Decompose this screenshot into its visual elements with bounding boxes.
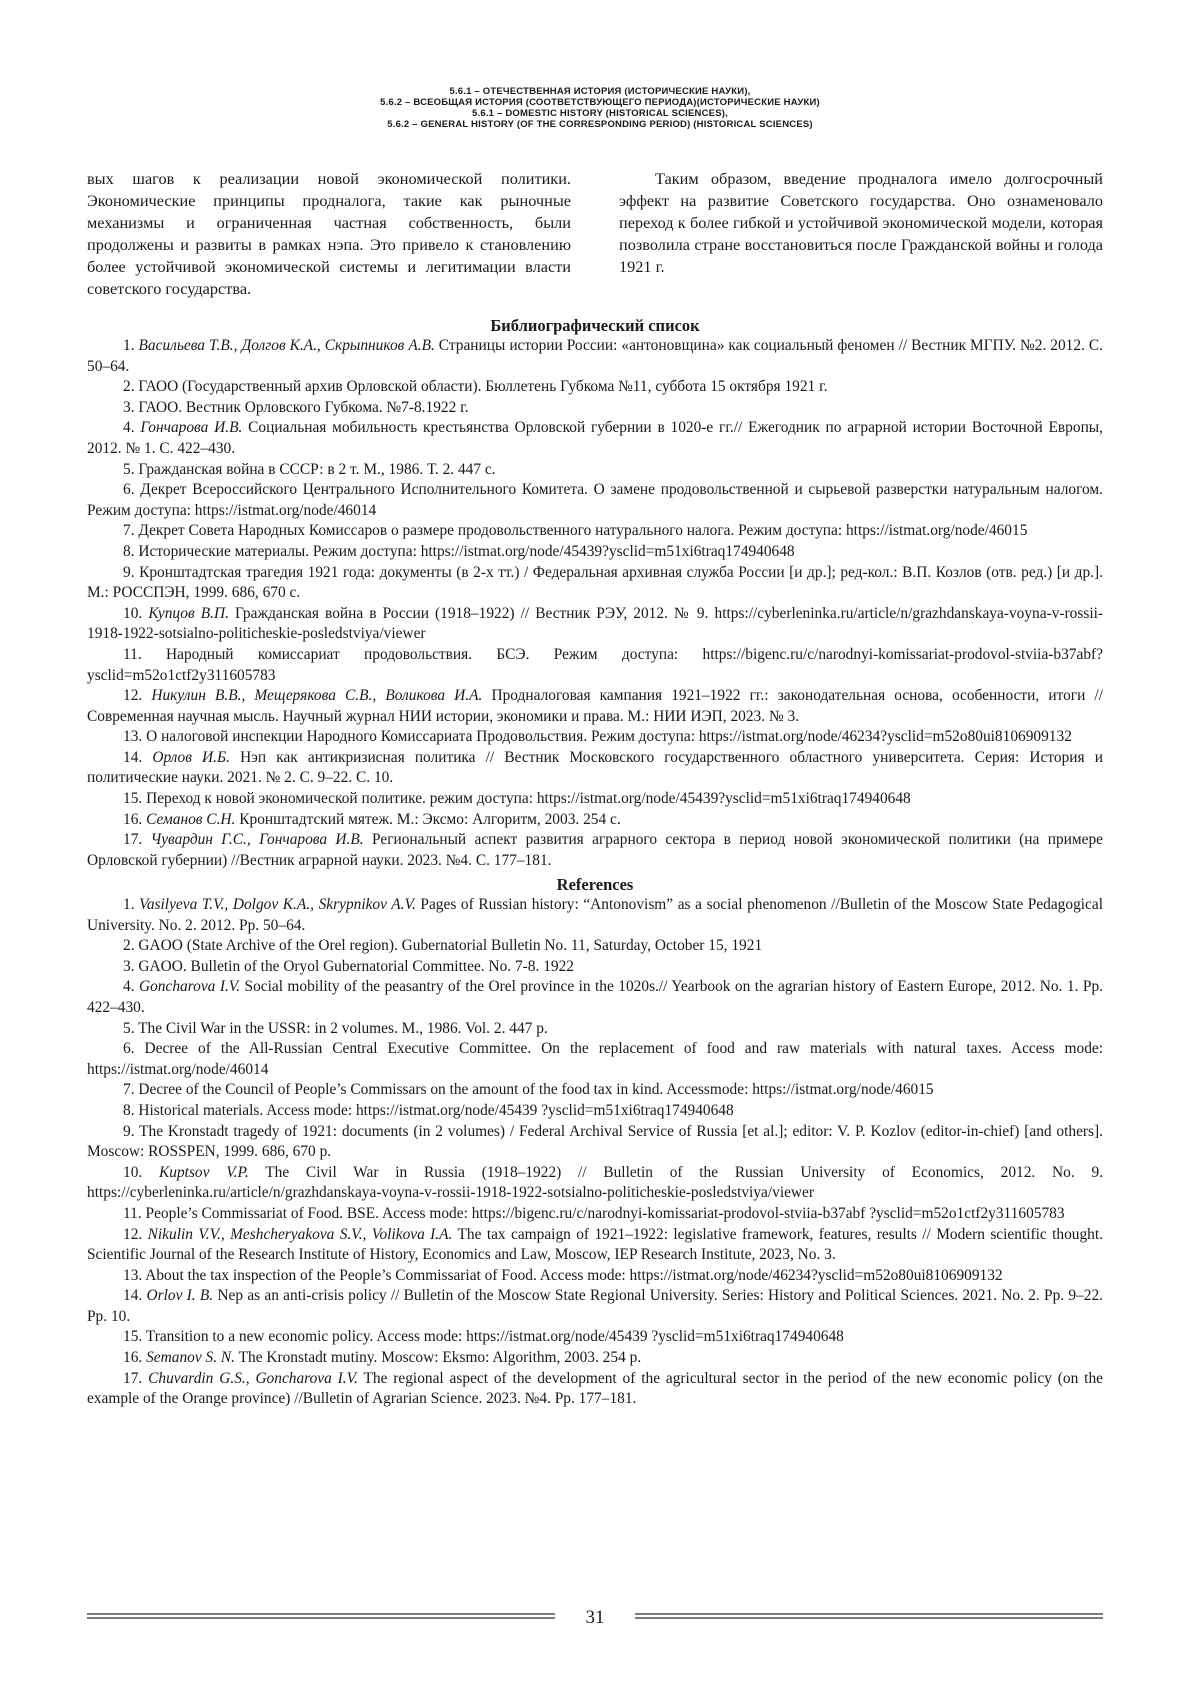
reference-text: The Civil War in Russia (1918–1922) // Bulletin of the Russian University of Economics, 2012. No. 9. https://cyberleninka.ru/article/n/grazhdanskaya-voyna-v-rossii-1918-1922-sotsialno-politicheskie-posledstviya/viewer xyxy=(87,1163,1103,1202)
reference-text: Региональный аспект развития аграрного сектора в период новой экономической политики (на примере Орловской губернии) //Вестник аграрной науки. 2023. №4. С. 177–181. xyxy=(87,831,1103,869)
reference-number: 5. xyxy=(123,460,135,478)
reference-author: Semanov S. N. xyxy=(146,1349,236,1367)
references-title: References xyxy=(556,875,634,894)
reference-number: 7. xyxy=(123,1081,135,1099)
reference-item xyxy=(87,977,1103,1018)
reference-text: Nep as an anti-crisis policy // Bulletin of the Moscow State Regional University. Series: History and Political Sciences. 2021. No. 2. Pp. 9–22. Pp. 10. xyxy=(87,1287,1103,1325)
reference-item xyxy=(87,830,1103,871)
reference-text: Социальная мобильность крестьянства Орловской губернии в 1020-е гг.// Ежегодник по аграрной истории Восточной Европы, 2012. № 1. С. 422–430. xyxy=(87,419,1103,457)
reference-text: Social mobility of the peasantry of the Orel province in the 1020s.// Yearbook on the agrarian history of Eastern Europe, 2012. No. 1. Pp. 422–430. xyxy=(87,978,1103,1016)
reference-item xyxy=(87,645,1103,686)
reference-item xyxy=(87,563,1103,604)
right-column xyxy=(619,168,1103,300)
reference-number: 3. xyxy=(123,957,135,975)
footer-rule-right xyxy=(635,1613,1103,1621)
reference-number: 11. xyxy=(123,1204,142,1222)
header-line: 5.6.2 – GENERAL HISTORY (OF THE CORRESPONDING PERIOD) (HISTORICAL SCIENCES) xyxy=(387,119,813,130)
reference-item xyxy=(87,1327,1103,1348)
reference-item xyxy=(87,1369,1103,1410)
reference-author: Kuptsov V.P. xyxy=(159,1163,249,1181)
reference-text: Исторические материалы. Режим доступа: https://istmat.org/node/45439?ysclid=m51xi6traq174940648 xyxy=(138,542,795,560)
left-column xyxy=(87,168,571,300)
reference-number: 8. xyxy=(123,1101,135,1119)
bibliography-list xyxy=(87,336,1103,871)
reference-number: 8. xyxy=(123,542,135,560)
reference-number: 15. xyxy=(123,1328,143,1346)
reference-author: Orlov I. B. xyxy=(146,1287,214,1305)
header-line: 5.6.1 – ОТЕЧЕСТВЕННАЯ ИСТОРИЯ (ИСТОРИЧЕСКИЕ НАУКИ), xyxy=(449,86,751,97)
reference-item xyxy=(87,1122,1103,1163)
reference-number: 1. xyxy=(123,337,135,354)
reference-text: The Kronstadt mutiny. Moscow: Eksmo: Algorithm, 2003. 254 p. xyxy=(235,1349,642,1367)
reference-item xyxy=(87,1266,1103,1287)
reference-item xyxy=(87,957,1103,978)
reference-author: Chuvardin G.S., Goncharova I.V. xyxy=(148,1369,358,1387)
reference-number: 12. xyxy=(123,1225,143,1243)
reference-item xyxy=(87,542,1103,563)
reference-number: 5. xyxy=(123,1019,135,1037)
reference-item xyxy=(87,521,1103,542)
reference-text: GAOO (State Archive of the Orel region). Gubernatorial Bulletin No. 11, Saturday, October 15, 1921 xyxy=(138,937,763,955)
reference-number: 2. xyxy=(123,937,135,955)
reference-number: 9. xyxy=(123,1122,135,1140)
reference-number: 14. xyxy=(123,748,143,766)
reference-number: 4. xyxy=(123,978,135,996)
reference-item xyxy=(87,1039,1103,1080)
reference-text: Нэп как антикризисная политика // Вестник Московского государственного областного университета. Серия: История и политические науки. 2021. № 2. С. 9–22. С. 10. xyxy=(87,748,1103,787)
reference-text: GAOO. Bulletin of the Oryol Gubernatorial Committee. No. 7-8. 1922 xyxy=(138,957,574,975)
reference-item xyxy=(87,789,1103,810)
reference-number: 16. xyxy=(123,810,143,828)
reference-item xyxy=(87,336,1103,377)
reference-text: About the tax inspection of the People’s Commissariat of Food. Access mode: https://istmat.org/node/46234?ysclid=m52o80ui8106909132 xyxy=(145,1266,1003,1284)
reference-author: Семанов С.Н. xyxy=(146,810,236,828)
reference-text: Гражданская война в СССР: в 2 т. М., 1986. Т. 2. 447 с. xyxy=(138,460,496,478)
reference-text: ГАОО. Вестник Орловского Губкома. №7-8.1922 г. xyxy=(138,398,469,416)
references-list xyxy=(87,895,1103,1410)
reference-item xyxy=(87,604,1103,645)
reference-number: 4. xyxy=(123,419,135,437)
body-columns xyxy=(87,168,1103,300)
reference-item xyxy=(87,1019,1103,1040)
reference-text: Декрет Совета Народных Комиссаров о размере продовольственного натурального налога. Режим доступа: https://istmat.org/node/46015 xyxy=(138,522,1028,540)
reference-number: 12. xyxy=(123,687,143,705)
reference-text: Переход к новой экономической политике. режим доступа: https://istmat.org/node/45439?ysclid=m51xi6traq174940648 xyxy=(146,790,911,808)
reference-text: ГАОО (Государственный архив Орловской области). Бюллетень Губкома №11, суббота 15 октября 1921 г. xyxy=(138,378,828,396)
reference-item xyxy=(87,460,1103,481)
reference-number: 6. xyxy=(123,481,135,499)
reference-number: 3. xyxy=(123,398,135,416)
reference-item xyxy=(87,895,1103,936)
reference-text: Historical materials. Access mode: https://istmat.org/node/45439 ?ysclid=m51xi6traq174940648 xyxy=(138,1101,734,1119)
reference-text: The tax campaign of 1921–1922: legislative framework, features, results // Modern scientific thought. Scientific Journal of the Research Institute of History, Economics and Law, Moscow, IEP Research Institute, 2023, No. 3. xyxy=(87,1225,1103,1264)
reference-author: Никулин В.В., Мещерякова С.В., Воликова И.А. xyxy=(151,687,483,705)
reference-number: 11. xyxy=(123,645,142,663)
reference-author: Купцов В.П. xyxy=(148,604,229,622)
header-line: 5.6.2 – ВСЕОБЩАЯ ИСТОРИЯ (СООТВЕТСТВУЮЩЕГО ПЕРИОДА)(ИСТОРИЧЕСКИЕ НАУКИ) xyxy=(380,97,820,108)
reference-item xyxy=(87,480,1103,521)
reference-item xyxy=(87,727,1103,748)
page-number: 31 xyxy=(585,1607,605,1628)
reference-text: Transition to a new economic policy. Access mode: https://istmat.org/node/45439 ?ysclid=m51xi6traq174940648 xyxy=(145,1328,844,1346)
reference-number: 10. xyxy=(123,1163,143,1181)
reference-number: 15. xyxy=(123,790,143,808)
reference-text: Декрет Всероссийского Центрального Исполнительного Комитета. О замене продовольственной и сырьевой разверстки натуральным налогом. Режим доступа: https://istmat.org/node/46014 xyxy=(87,481,1103,519)
reference-item xyxy=(87,810,1103,831)
reference-text: The Civil War in the USSR: in 2 volumes. M., 1986. Vol. 2. 447 p. xyxy=(138,1019,548,1037)
reference-item xyxy=(87,377,1103,398)
reference-author: Орлов И.Б. xyxy=(152,748,230,766)
reference-item xyxy=(87,686,1103,727)
reference-number: 17. xyxy=(123,1369,143,1387)
reference-number: 13. xyxy=(123,1266,143,1284)
reference-item xyxy=(87,1080,1103,1101)
reference-number: 1. xyxy=(123,896,135,913)
reference-item xyxy=(87,1163,1103,1204)
reference-text: Кронштадтский мятеж. М.: Эксмо: Алгоритм, 2003. 254 с. xyxy=(235,810,621,828)
reference-text: Decree of the All-Russian Central Executive Committee. On the replacement of food and raw materials with natural taxes. Access mode: https://istmat.org/node/46014 xyxy=(87,1040,1103,1078)
reference-text: Гражданская война в России (1918–1922) // Вестник РЭУ, 2012. № 9. https://cyberleninka.ru/article/n/grazhdanskaya-voyna-v-rossii-1918-1922-sotsialno-politicheskie-posledstviya/viewer xyxy=(87,604,1103,643)
reference-number: 9. xyxy=(123,563,135,581)
reference-author: Васильева Т.В., Долгов К.А., Скрыпников А.В. xyxy=(138,337,435,354)
reference-author: Чувардин Г.С., Гончарова И.В. xyxy=(150,831,364,849)
reference-text: Pages of Russian history: “Antonovism” as a social phenomenon //Bulletin of the Moscow State Pedagogical University. No. 2. 2012. Pp. 50–64. xyxy=(87,896,1103,934)
reference-text: The Kronstadt tragedy of 1921: documents (in 2 volumes) / Federal Archival Service of Russia [et al.]; editor: V. P. Kozlov (editor-in-chief) [and others]. Moscow: ROSSPEN, 1999. 686, 670 p. xyxy=(87,1122,1103,1161)
reference-item xyxy=(87,1225,1103,1266)
reference-item xyxy=(87,748,1103,789)
left-paragraph: вых шагов к реализации новой экономической политики. Экономические принципы продналога, такие как рыночные механизмы и ограниченная частная собственность, были продолжены и развиты в рамках нэпа. Это привело к становлению более устойчивой экономической системы и легитимации власти советского государства. xyxy=(87,169,571,298)
reference-author: Гончарова И.В. xyxy=(140,419,243,437)
reference-author: Vasilyeva T.V., Dolgov K.A., Skrypnikov A.V. xyxy=(139,896,416,913)
reference-item xyxy=(87,1286,1103,1327)
reference-item xyxy=(87,1101,1103,1122)
reference-author: Nikulin V.V., Meshcheryakova S.V., Volikova I.A. xyxy=(147,1225,453,1243)
running-header xyxy=(0,86,1200,130)
reference-text: The regional aspect of the development of the agricultural sector in the period of the new economic policy (on the example of the Orange province) //Bulletin of Agrarian Science. 2023. №4. Pp. 177–181. xyxy=(87,1369,1103,1408)
reference-text: Страницы истории России: «антоновщина» как социальный феномен // Вестник МГПУ. №2. 2012. С. 50–64. xyxy=(87,337,1103,375)
reference-item xyxy=(87,398,1103,419)
reference-item xyxy=(87,936,1103,957)
reference-item xyxy=(87,1204,1103,1225)
reference-text: Кронштадтская трагедия 1921 года: документы (в 2-х тт.) / Федеральная архивная служба России [и др.]; ред-кол.: В.П. Козлов (отв. ред.) [и др.]. М.: РОССПЭН, 1999. 686, 670 с. xyxy=(87,563,1103,602)
header-line: 5.6.1 – DOMESTIC HISTORY (HISTORICAL SCIENCES), xyxy=(472,108,728,119)
reference-text: Decree of the Council of People’s Commissars on the amount of the food tax in kind. Accessmode: https://istmat.org/node/46015 xyxy=(138,1081,934,1099)
reference-number: 7. xyxy=(123,522,135,540)
reference-number: 14. xyxy=(123,1287,143,1305)
reference-item xyxy=(87,1348,1103,1369)
right-paragraph: Таким образом, введение продналога имело долгосрочный эффект на развитие Советского государства. Оно ознаменовало переход к более гибкой и устойчивой экономической модели, которая позволила стране восстановиться после Гражданской войны и голода 1921 г. xyxy=(619,169,1103,276)
reference-number: 16. xyxy=(123,1349,143,1367)
reference-number: 6. xyxy=(123,1040,135,1058)
reference-number: 2. xyxy=(123,378,135,396)
reference-author: Goncharova I.V. xyxy=(139,978,241,996)
page-footer xyxy=(87,1603,1103,1633)
reference-text: Продналоговая кампания 1921–1922 гг.: законодательная основа, особенности, итоги //Современная научная мысль. Научный журнал НИИ истории, экономики и права. М.: НИИ ИЭП, 2023. № 3. xyxy=(87,687,1103,725)
reference-text: People’s Commissariat of Food. BSE. Access mode: https://bigenc.ru/c/narodnyi-komissariat-prodovol-stviia-b37abf ?ysclid=m52o1ctf2y311605783 xyxy=(145,1204,1065,1222)
reference-number: 13. xyxy=(123,728,143,746)
reference-text: Народный комиссариат продовольствия. БСЭ. Режим доступа: https://bigenc.ru/c/narodnyi-komissariat-prodovol-stviia-b37abf?ysclid=m52o1ctf2y311605783 xyxy=(87,645,1103,684)
reference-number: 17. xyxy=(123,831,143,849)
bibliography-title: Библиографический список xyxy=(490,316,700,335)
reference-text: О налоговой инспекции Народного Комиссариата Продовольствия. Режим доступа: https://istmat.org/node/46234?ysclid=m52o80ui8106909132 xyxy=(146,728,1072,746)
reference-number: 10. xyxy=(123,604,143,622)
reference-item xyxy=(87,418,1103,459)
